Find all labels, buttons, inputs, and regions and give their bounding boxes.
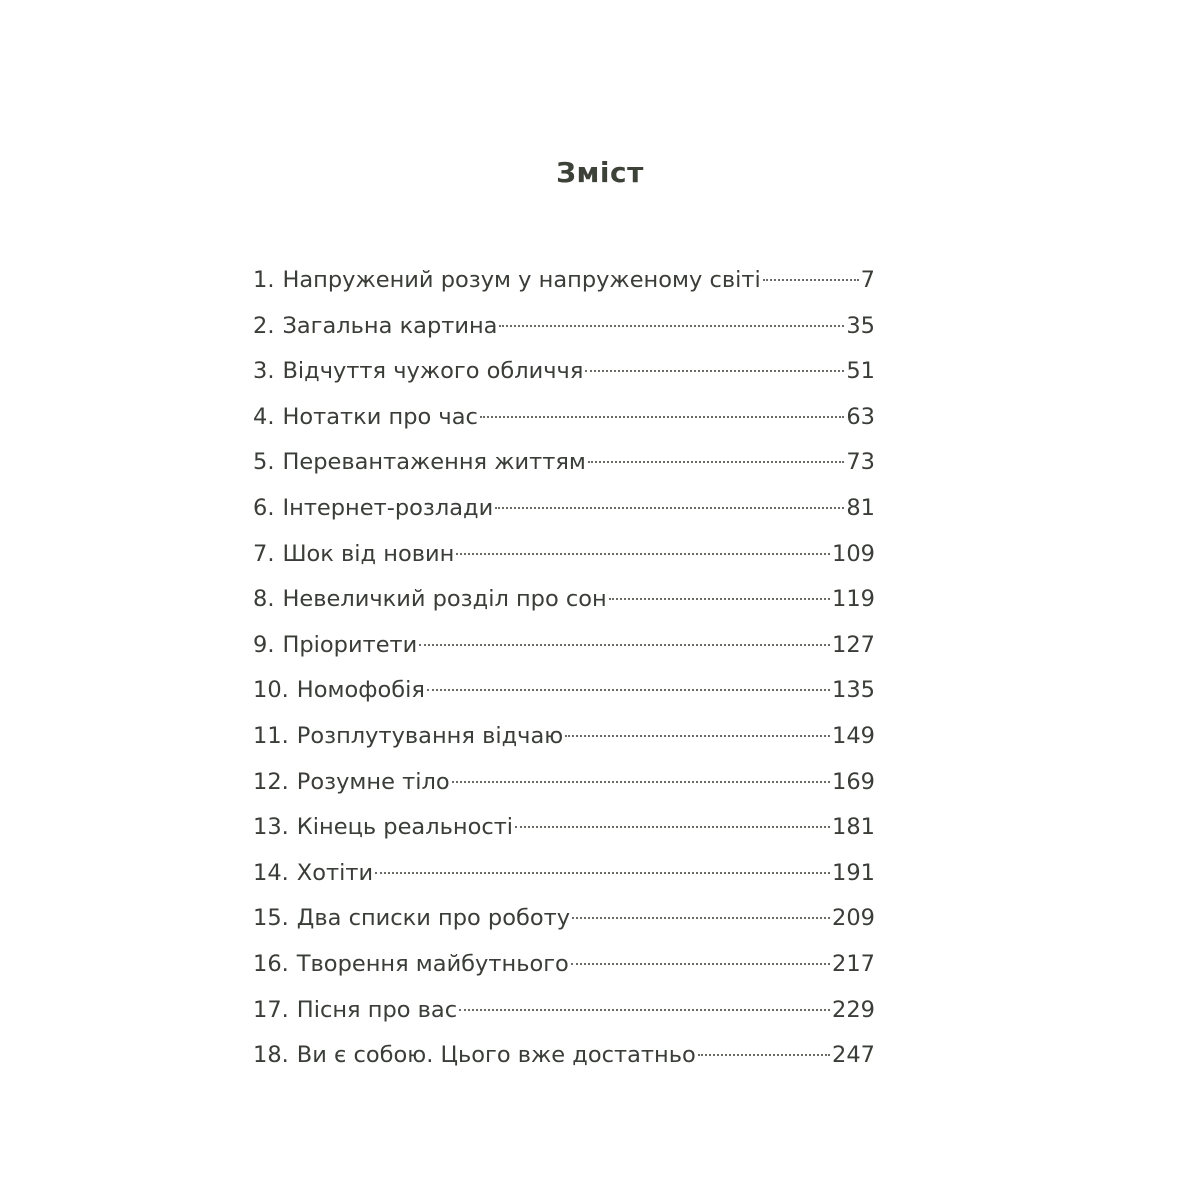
- dot-leader: [375, 872, 830, 874]
- toc-entry-title: Пісня про вас: [296, 996, 458, 1023]
- toc-entry-page: 135: [832, 677, 875, 704]
- toc-entry-page: 191: [832, 859, 875, 886]
- toc-entry: [253, 623, 875, 669]
- toc-entry: [253, 1033, 875, 1079]
- toc-entry-number: 5.: [253, 449, 275, 476]
- toc-entry-page: 119: [832, 586, 875, 613]
- toc-entry-number: 12.: [253, 768, 289, 795]
- toc-entry-number: 1.: [253, 267, 275, 293]
- toc-entry-title: Пріоритети: [282, 631, 418, 658]
- toc-entry-title: Нотатки про час: [282, 403, 478, 430]
- dot-leader: [456, 553, 830, 555]
- toc-entry-page: 181: [832, 814, 875, 841]
- toc-entry: [253, 440, 875, 486]
- toc-entry-title: Номофобія: [296, 677, 425, 704]
- dot-leader: [452, 781, 830, 783]
- toc-entry-page: 169: [832, 768, 875, 795]
- toc-entry: [253, 532, 875, 578]
- toc-entry: [253, 805, 875, 851]
- toc-entry-page: 7: [860, 267, 875, 293]
- dot-leader: [565, 735, 830, 737]
- toc-entry-title: Розплутування відчаю: [296, 722, 564, 749]
- dot-leader: [698, 1054, 830, 1056]
- toc-entry-page: 73: [846, 449, 875, 476]
- toc-entry: [253, 668, 875, 714]
- toc-entry: [253, 942, 875, 988]
- toc-entry-title: Хотіти: [296, 859, 374, 886]
- toc-entry-title: Творення майбутнього: [296, 950, 569, 977]
- dot-leader: [515, 826, 830, 828]
- toc-entry: [253, 304, 875, 350]
- toc-entry-title: Два списки про роботу: [296, 905, 571, 932]
- toc-entry: [253, 851, 875, 897]
- toc-entry: [253, 577, 875, 623]
- toc-entry-page: 63: [846, 403, 875, 430]
- toc-entry-number: 11.: [253, 722, 289, 749]
- dot-leader: [585, 370, 844, 372]
- table-of-contents: [253, 258, 875, 1079]
- toc-entry-title: Розумне тіло: [296, 768, 450, 795]
- toc-entry-page: 229: [832, 996, 875, 1023]
- toc-entry-page: 209: [832, 905, 875, 932]
- toc-entry-title: Інтернет-розлади: [282, 494, 494, 521]
- dot-leader: [609, 598, 830, 600]
- dot-leader: [572, 917, 830, 919]
- toc-entry-number: 3.: [253, 358, 275, 385]
- toc-entry-title: Шок від новин: [282, 540, 455, 567]
- page-title: Зміст: [556, 156, 644, 189]
- toc-entry-title: Відчуття чужого обличчя: [282, 358, 584, 385]
- dot-leader: [571, 963, 830, 965]
- toc-entry-number: 16.: [253, 950, 289, 977]
- toc-entry-page: 217: [832, 950, 875, 977]
- toc-entry-number: 13.: [253, 814, 289, 841]
- dot-leader: [588, 461, 845, 463]
- toc-entry-number: 10.: [253, 677, 289, 704]
- toc-entry-page: 51: [846, 358, 875, 385]
- dot-leader: [419, 644, 830, 646]
- toc-entry-number: 15.: [253, 905, 289, 932]
- dot-leader: [427, 689, 830, 691]
- toc-entry-number: 8.: [253, 586, 275, 613]
- toc-entry: [253, 760, 875, 806]
- toc-entry: [253, 395, 875, 441]
- toc-entry: [253, 486, 875, 532]
- toc-entry-page: 81: [846, 494, 875, 521]
- toc-entry: [253, 714, 875, 760]
- toc-entry-page: 127: [832, 631, 875, 658]
- toc-entry-number: 6.: [253, 494, 275, 521]
- toc-entry-title: Кінець реальності: [296, 814, 514, 841]
- toc-entry-number: 18.: [253, 1042, 289, 1069]
- dot-leader: [480, 416, 844, 418]
- toc-entry-page: 35: [846, 312, 875, 339]
- toc-entry-number: 4.: [253, 403, 275, 430]
- toc-entry-page: 149: [832, 722, 875, 749]
- toc-entry: [253, 258, 875, 304]
- toc-entry-title: Загальна картина: [282, 312, 498, 339]
- toc-entry-title: Ви є собою. Цього вже достатньо: [296, 1042, 696, 1069]
- toc-entry-number: 9.: [253, 631, 275, 658]
- toc-entry-number: 2.: [253, 312, 275, 339]
- dot-leader: [459, 1009, 830, 1011]
- toc-entry: [253, 988, 875, 1034]
- toc-entry-title: Перевантаження життям: [282, 449, 586, 476]
- dot-leader: [499, 325, 844, 327]
- toc-entry: [253, 349, 875, 395]
- toc-entry-title: Напружений розум у напруженому світі: [282, 267, 761, 293]
- dot-leader: [495, 507, 844, 509]
- toc-entry-page: 247: [832, 1042, 875, 1069]
- toc-entry: [253, 896, 875, 942]
- toc-entry-title: Невеличкий розділ про сон: [282, 586, 607, 613]
- toc-entry-number: 7.: [253, 540, 275, 567]
- toc-entry-number: 17.: [253, 996, 289, 1023]
- toc-entry-number: 14.: [253, 859, 289, 886]
- toc-entry-page: 109: [832, 540, 875, 567]
- dot-leader: [763, 279, 859, 281]
